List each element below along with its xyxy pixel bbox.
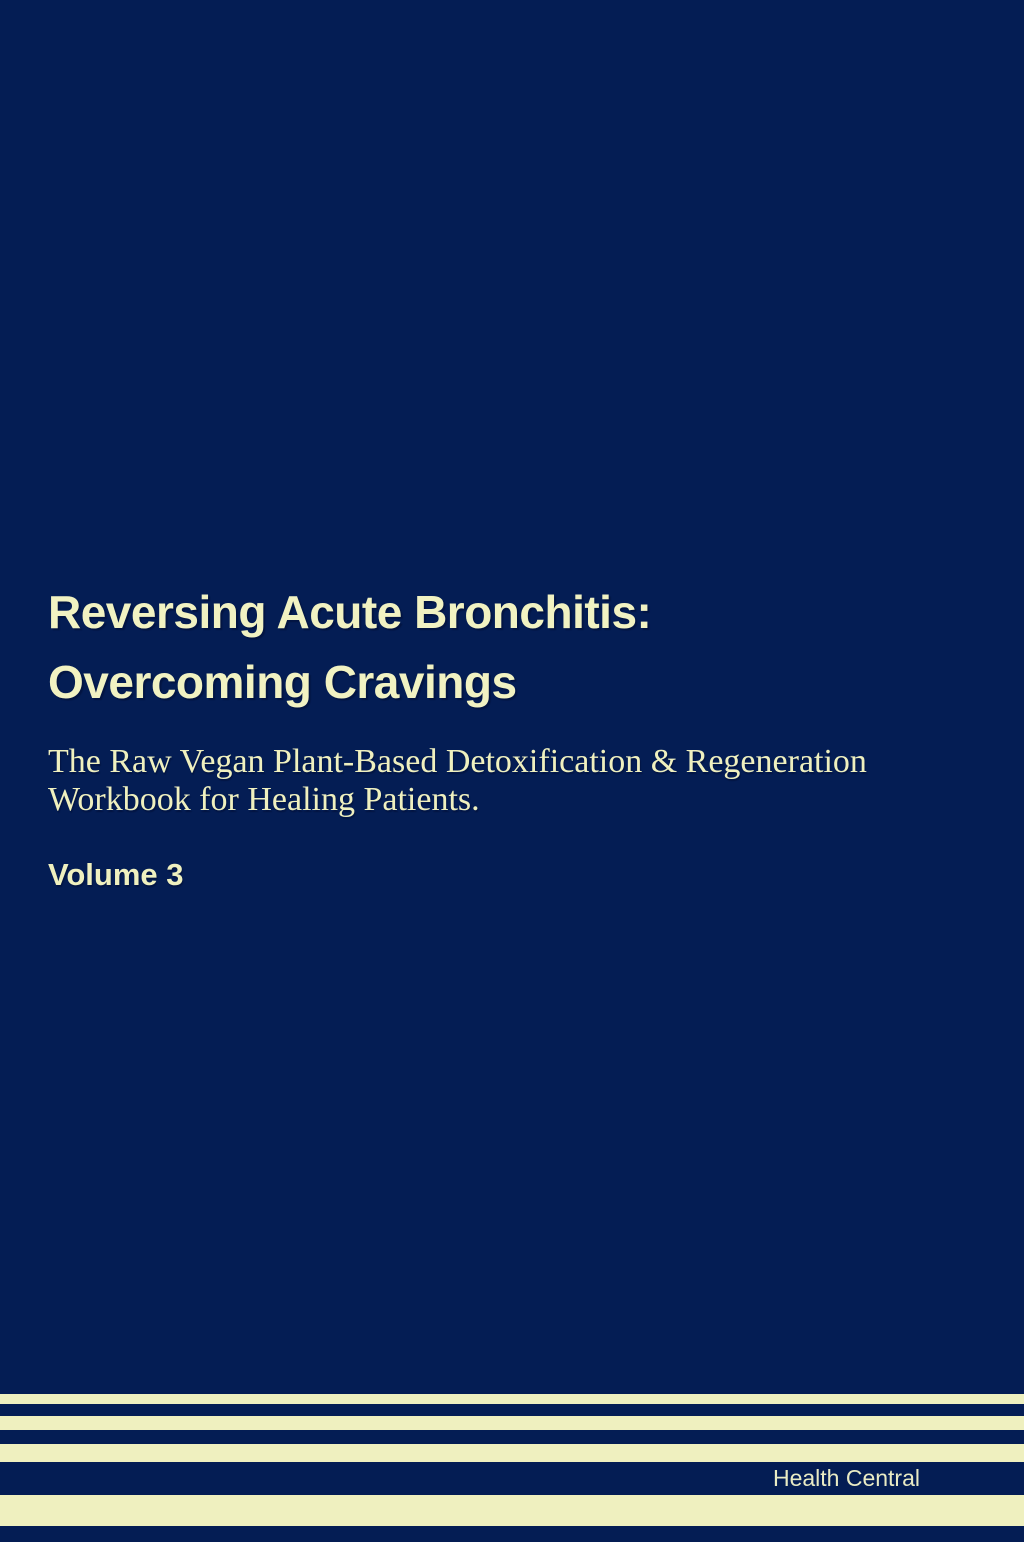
footer-stripe-bottom — [0, 1495, 1024, 1526]
book-title — [48, 577, 651, 717]
volume-label: Volume 3 — [48, 857, 184, 892]
book-subtitle — [48, 743, 867, 819]
title-line-2: Overcoming Cravings — [48, 656, 517, 708]
subtitle-line-2: Workbook for Healing Patients. — [48, 781, 480, 818]
footer-stripe-wide — [0, 1444, 1024, 1462]
footer-stripe-thin — [0, 1394, 1024, 1404]
publisher-band — [0, 1462, 1024, 1495]
footer-stripe-medium — [0, 1416, 1024, 1430]
subtitle-line-1: The Raw Vegan Plant-Based Detoxification & Regeneration — [48, 743, 867, 780]
title-line-1: Reversing Acute Bronchitis: — [48, 586, 652, 638]
publisher-name: Health Central — [772, 1465, 920, 1491]
